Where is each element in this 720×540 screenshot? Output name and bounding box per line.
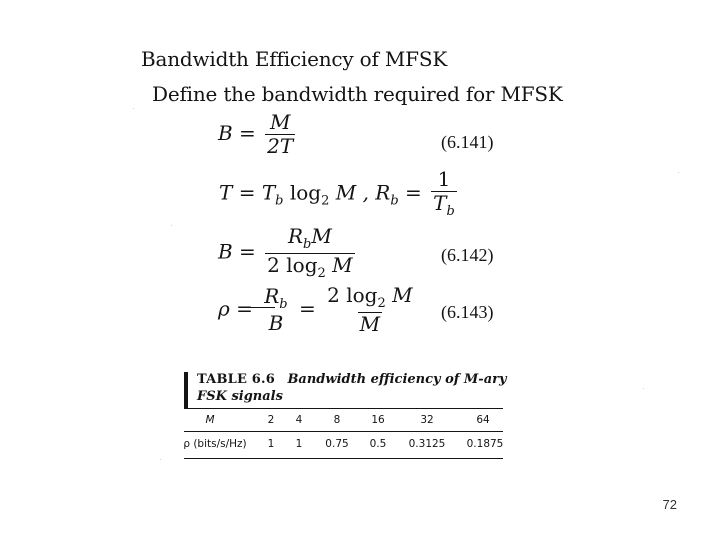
table-caption-bar [184,372,188,408]
table-top-rule [184,408,503,409]
fraction-bar [249,307,275,308]
slide-title: Bandwidth Efficiency of MFSK [141,47,448,71]
equation-6-143: ρ = $R_b$ B = $\frac{2 \log_2 M}{M}$ [218,283,413,336]
table-row-label: ρ (bits/s/Hz) [183,438,247,450]
table-header-cell: 16 [371,414,385,426]
table-caption-line2: FSK signals [197,388,283,404]
table-cell: 0.75 [325,438,349,450]
scan-speckle [678,172,679,173]
scan-speckle [643,388,644,389]
table-header-rule [184,431,503,432]
scan-speckle [160,459,161,460]
table-caption [197,372,507,406]
table-label: TABLE 6.6 [197,372,276,387]
table-caption-line1: Bandwidth efficiency of M-ary [287,372,507,387]
scan-speckle [133,108,134,109]
page-number: 72 [662,497,677,512]
table-cell: 0.3125 [408,438,446,450]
table-bottom-rule [184,458,503,459]
equation-definitions: $T = T_b$ $\log_2 M$ , $R_b$ = $\frac{1}{T_b}$ [219,167,455,219]
table-header-cell: 2 [267,414,275,426]
equation-number-6-143: (6.143) [441,302,494,322]
table-header-cell: M [205,414,215,426]
table-cell: 0.1875 [466,438,504,450]
equation-6-141: B = $\frac{M}{2T}$ [218,110,294,158]
equation-number-6-142: (6.142) [441,245,494,265]
table-header-cell: 32 [420,414,434,426]
table-header-cell: 8 [333,414,341,426]
slide-subtitle: Define the bandwidth required for MFSK [152,82,563,106]
table-header-cell: 64 [476,414,490,426]
table-cell: 1 [295,438,303,450]
table-cell: 1 [267,438,275,450]
table-cell: 0.5 [369,438,387,450]
scan-speckle [171,225,172,226]
equation-number-6-141: (6.141) [441,132,494,152]
equation-6-142: B = $\frac{R_bM}{2 \log_2 M}$ [218,224,353,281]
table-header-cell: 4 [295,414,303,426]
